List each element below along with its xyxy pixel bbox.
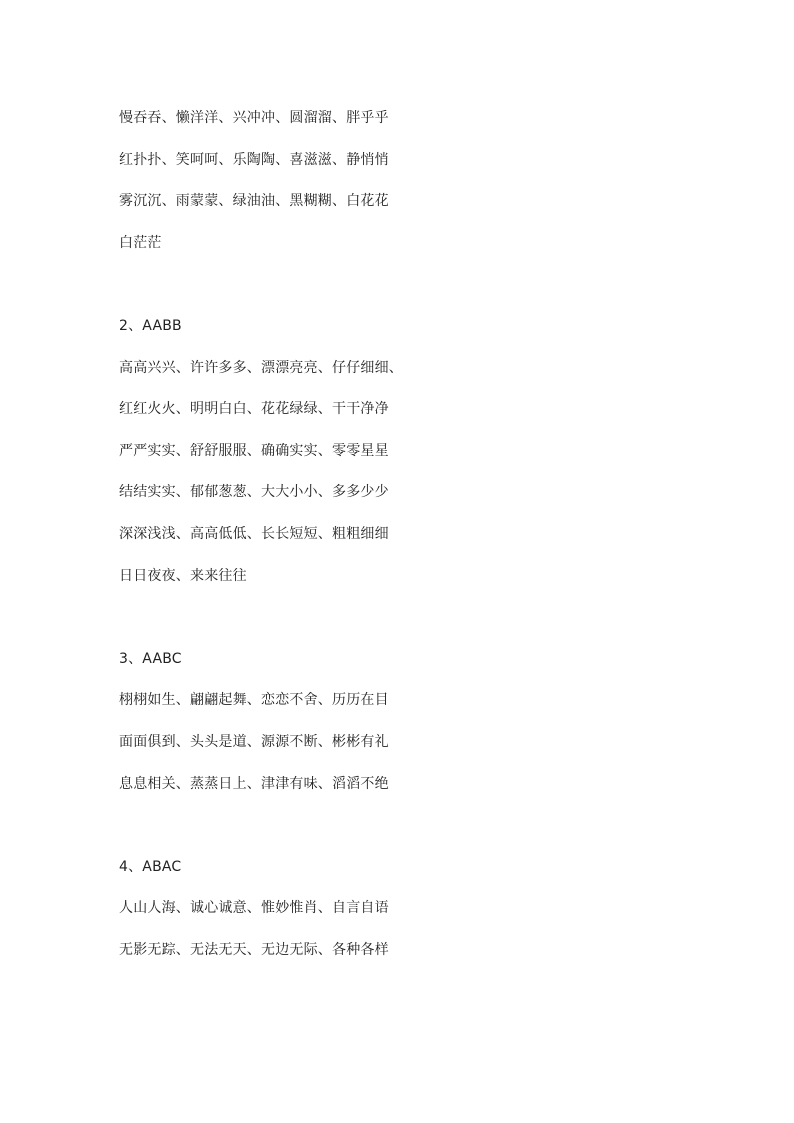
text-line: 结结实实、郁郁葱葱、大大小小、多多少少 (119, 484, 389, 500)
text-line: 栩栩如生、翩翩起舞、恋恋不舍、历历在目 (119, 692, 389, 708)
text-line: 严严实实、舒舒服服、确确实实、零零星星 (119, 443, 389, 459)
section-heading: 3、AABC (119, 651, 182, 667)
text-line: 无影无踪、无法无天、无边无际、各种各样 (119, 942, 389, 958)
text-line: 红扑扑、笑呵呵、乐陶陶、喜滋滋、静悄悄 (119, 152, 389, 168)
text-line: 慢吞吞、懒洋洋、兴冲冲、圆溜溜、胖乎乎 (119, 110, 389, 126)
text-line: 息息相关、蒸蒸日上、津津有味、滔滔不绝 (119, 776, 389, 792)
text-line: 红红火火、明明白白、花花绿绿、干干净净 (119, 401, 389, 417)
text-line: 日日夜夜、来来往往 (119, 568, 247, 584)
section-heading: 4、ABAC (119, 859, 182, 875)
text-line: 面面俱到、头头是道、源源不断、彬彬有礼 (119, 734, 389, 750)
text-line: 雾沉沉、雨蒙蒙、绿油油、黑糊糊、白花花 (119, 193, 389, 209)
text-line: 深深浅浅、高高低低、长长短短、粗粗细细 (119, 526, 389, 542)
section-heading: 2、AABB (119, 318, 182, 334)
text-line: 高高兴兴、许许多多、漂漂亮亮、仔仔细细、 (119, 360, 403, 376)
text-line: 人山人海、诚心诚意、惟妙惟肖、自言自语 (119, 900, 389, 916)
text-line: 白茫茫 (119, 235, 162, 251)
